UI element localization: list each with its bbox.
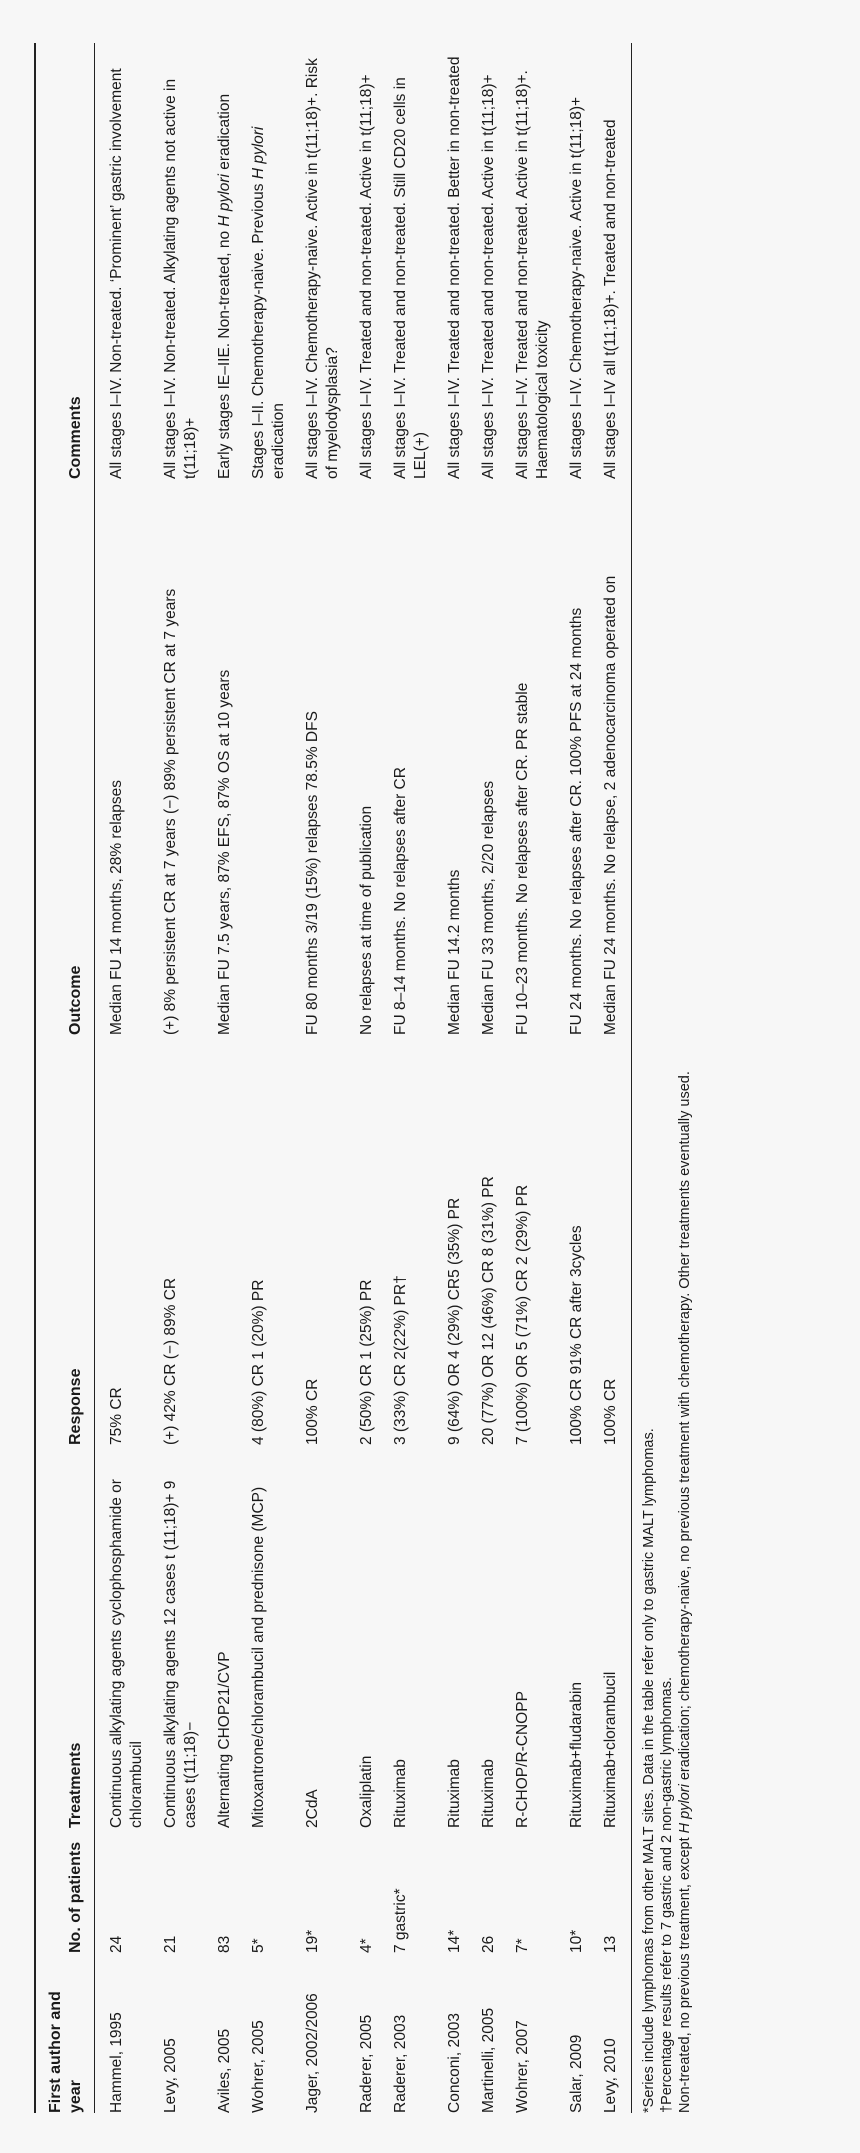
cell-author: Raderer, 2005 — [358, 2014, 375, 2113]
cell-outcome: Median FU 24 months. No relapse, 2 adenocarcinoma operated on — [593, 479, 632, 1035]
cell-author: Salar, 2009 — [568, 2034, 585, 2113]
cell-treatments: Rituximab+clorambucil — [593, 1445, 632, 1828]
cell-author: Conconi, 2003 — [446, 2013, 463, 2113]
table-row — [241, 43, 295, 2113]
cell-patients: 26 — [480, 1935, 497, 1953]
cell-outcome — [241, 479, 295, 1035]
treatment-table — [34, 43, 632, 2113]
cell-outcome: FU 24 months. No relapses after CR. 100% PFS at 24 months — [568, 607, 585, 1035]
cell-response: (+) 42% CR (−) 89% CR — [162, 1277, 179, 1445]
cell-comments: All stages I–IV. Treated and non-treated. Still CD20 cells in LEL(+) — [392, 77, 429, 479]
table-row — [349, 43, 383, 2113]
cell-response — [207, 1035, 241, 1445]
cell-patients: 10* — [568, 1929, 585, 1953]
cell-patients: 13 — [593, 1828, 632, 1953]
table-row — [383, 43, 437, 2113]
cell-treatments: Continuous alkylating agents cyclophosphamide or chlorambucil — [108, 1479, 145, 1828]
cell-response: 100% CR 91% CR after 3cycles — [568, 1225, 585, 1445]
cell-patients: 83 — [216, 1935, 233, 1953]
cell-treatments: Rituximab — [392, 1759, 409, 1828]
cell-outcome: Median FU 7.5 years, 87% EFS, 87% OS at 10 years — [216, 669, 233, 1035]
cell-response: 100% CR — [593, 1035, 632, 1445]
cell-patients: 7* — [514, 1938, 531, 1953]
cell-outcome: FU 10–23 months. No relapses after CR. PR stable — [514, 682, 531, 1035]
cell-response: 2 (50%) CR 1 (25%) PR — [358, 1279, 375, 1445]
footnotes — [640, 43, 694, 2113]
cell-author: Raderer, 2003 — [392, 2014, 409, 2113]
cell-patients: 21 — [162, 1935, 179, 1953]
cell-outcome: FU 8–14 months. No relapses after CR — [392, 767, 409, 1035]
table-row — [593, 43, 632, 2113]
cell-response: 3 (33%) CR 2(22%) PR† — [392, 1275, 409, 1445]
cell-response: 20 (77%) OR 12 (46%) CR 8 (31%) PR — [480, 1176, 497, 1445]
header-comments: Comments — [35, 43, 95, 479]
table-page — [34, 43, 694, 2113]
footnote-definitions-post: eradication; chemotherapy-naive, no previous treatment with chemotherapy. Other treatments eventually used. — [677, 1071, 693, 1785]
table-row — [471, 43, 505, 2113]
cell-comments: All stages I–IV. Treated and non-treated. Active in t(11;18)+ — [358, 74, 375, 479]
cell-comments: Early stages IE–IIE. Non-treated, no H pylori eradication — [216, 93, 233, 479]
cell-outcome: (+) 8% persistent CR at 7 years (−) 89% persistent CR at 7 years — [162, 588, 179, 1035]
cell-comments: All stages I–IV. Non-treated. Alkylating agents not active in t(11;18)+ — [162, 78, 199, 479]
header-response: Response — [35, 1035, 95, 1445]
cell-comments: All stages I–IV. Chemotherapy-naive. Active in t(11;18)+ — [568, 96, 585, 479]
footnote-definitions-italic: H pylori — [677, 1784, 693, 1834]
cell-response: 100% CR — [304, 1378, 321, 1445]
cell-author: Aviles, 2005 — [216, 2028, 233, 2113]
cell-treatments: R-CHOP/R-CNOPP — [514, 1691, 531, 1828]
cell-treatments: Oxaliplatin — [358, 1755, 375, 1828]
cell-patients: 24 — [108, 1935, 125, 1953]
table-row — [207, 43, 241, 2113]
cell-response: 75% CR — [108, 1387, 125, 1445]
cell-author: Jager, 2002/2006 — [304, 1993, 321, 2113]
cell-treatments: Alternating CHOP21/CVP — [216, 1651, 233, 1828]
table-row — [295, 43, 349, 2113]
table-row — [437, 43, 471, 2113]
cell-outcome: No relapses at time of publication — [358, 805, 375, 1035]
cell-response: 9 (64%) OR 4 (29%) CR5 (35%) PR — [446, 1197, 463, 1445]
cell-outcome: FU 80 months 3/19 (15%) relapses 78.5% DFS — [304, 711, 321, 1035]
footnote-percentage: †Percentage results refer to 7 gastric and 2 non-gastric lymphomas. — [659, 1676, 675, 2113]
header-author: First author and year — [35, 1953, 95, 2113]
header-row — [35, 43, 95, 2113]
table-row — [95, 43, 154, 2113]
cell-patients: 19* — [304, 1929, 321, 1953]
table-row — [505, 43, 559, 2113]
footnote-definitions — [676, 43, 694, 2113]
cell-comments: All stages I–IV. Treated and non-treated. Better in non-treated — [446, 56, 463, 479]
cell-patients: 14* — [446, 1929, 463, 1953]
cell-author: Levy, 2005 — [162, 2038, 179, 2113]
cell-comments: All stages I–IV. Treated and non-treated. Active in t(11;18)+ — [480, 74, 497, 479]
cell-author: Levy, 2010 — [593, 1953, 632, 2113]
cell-comments: Stages I–II. Chemotherapy-naive. Previous H pylori eradication — [250, 126, 287, 479]
table-row — [153, 43, 207, 2113]
italic-term: H pylori — [250, 126, 267, 180]
cell-response: 4 (80%) CR 1 (20%) PR — [250, 1279, 267, 1445]
cell-patients: 5* — [250, 1938, 267, 1953]
cell-response: 7 (100%) OR 5 (71%) CR 2 (29%) PR — [514, 1184, 531, 1445]
cell-author: Hammel, 1995 — [108, 2012, 125, 2113]
cell-treatments: 2CdA — [304, 1789, 321, 1828]
footnote-definitions-pre: Non-treated, no previous treatment, except — [677, 1833, 693, 2113]
cell-comments: All stages I–IV. Treated and non-treated. Active in t(11;18)+. Haematological toxicity — [514, 70, 551, 479]
cell-treatments: Mitoxantrone/chlorambucil and prednisone (MCP) — [250, 1486, 267, 1828]
footnote-series: *Series include lymphomas from other MALT sites. Data in the table refer only to gastric MALT lymphomas. — [641, 1428, 657, 2113]
cell-treatments: Rituximab — [480, 1759, 497, 1828]
cell-treatments: Rituximab — [446, 1759, 463, 1828]
cell-patients: 4* — [358, 1938, 375, 1953]
header-outcome: Outcome — [35, 479, 95, 1035]
header-patients: No. of patients — [35, 1828, 95, 1953]
cell-author: Wohrer, 2007 — [514, 2020, 531, 2113]
cell-author: Martinelli, 2005 — [480, 2007, 497, 2113]
cell-author: Wohrer, 2005 — [250, 2020, 267, 2113]
cell-comments: All stages I–IV. Chemotherapy-naive. Active in t(11;18)+. Risk of myelodysplasia? — [304, 58, 341, 479]
cell-outcome: Median FU 14 months, 28% relapses — [108, 779, 125, 1035]
header-treatments: Treatments — [35, 1445, 95, 1828]
cell-comments: All stages I–IV all t(11;18)+. Treated and non-treated — [593, 43, 632, 479]
cell-patients: 7 gastric* — [392, 1888, 409, 1953]
cell-outcome: Median FU 14.2 months — [446, 869, 463, 1035]
cell-treatments: Rituximab+fludarabin — [568, 1681, 585, 1828]
cell-treatments: Continuous alkylating agents 12 cases t (11;18)+ 9 cases t(11;18)− — [162, 1480, 199, 1828]
table-row — [559, 43, 593, 2113]
cell-comments: All stages I–IV. Non-treated. ‘Prominent’ gastric involvement — [108, 68, 125, 479]
italic-term: H pylori — [216, 174, 233, 227]
cell-outcome: Median FU 33 months, 2/20 relapses — [480, 780, 497, 1035]
